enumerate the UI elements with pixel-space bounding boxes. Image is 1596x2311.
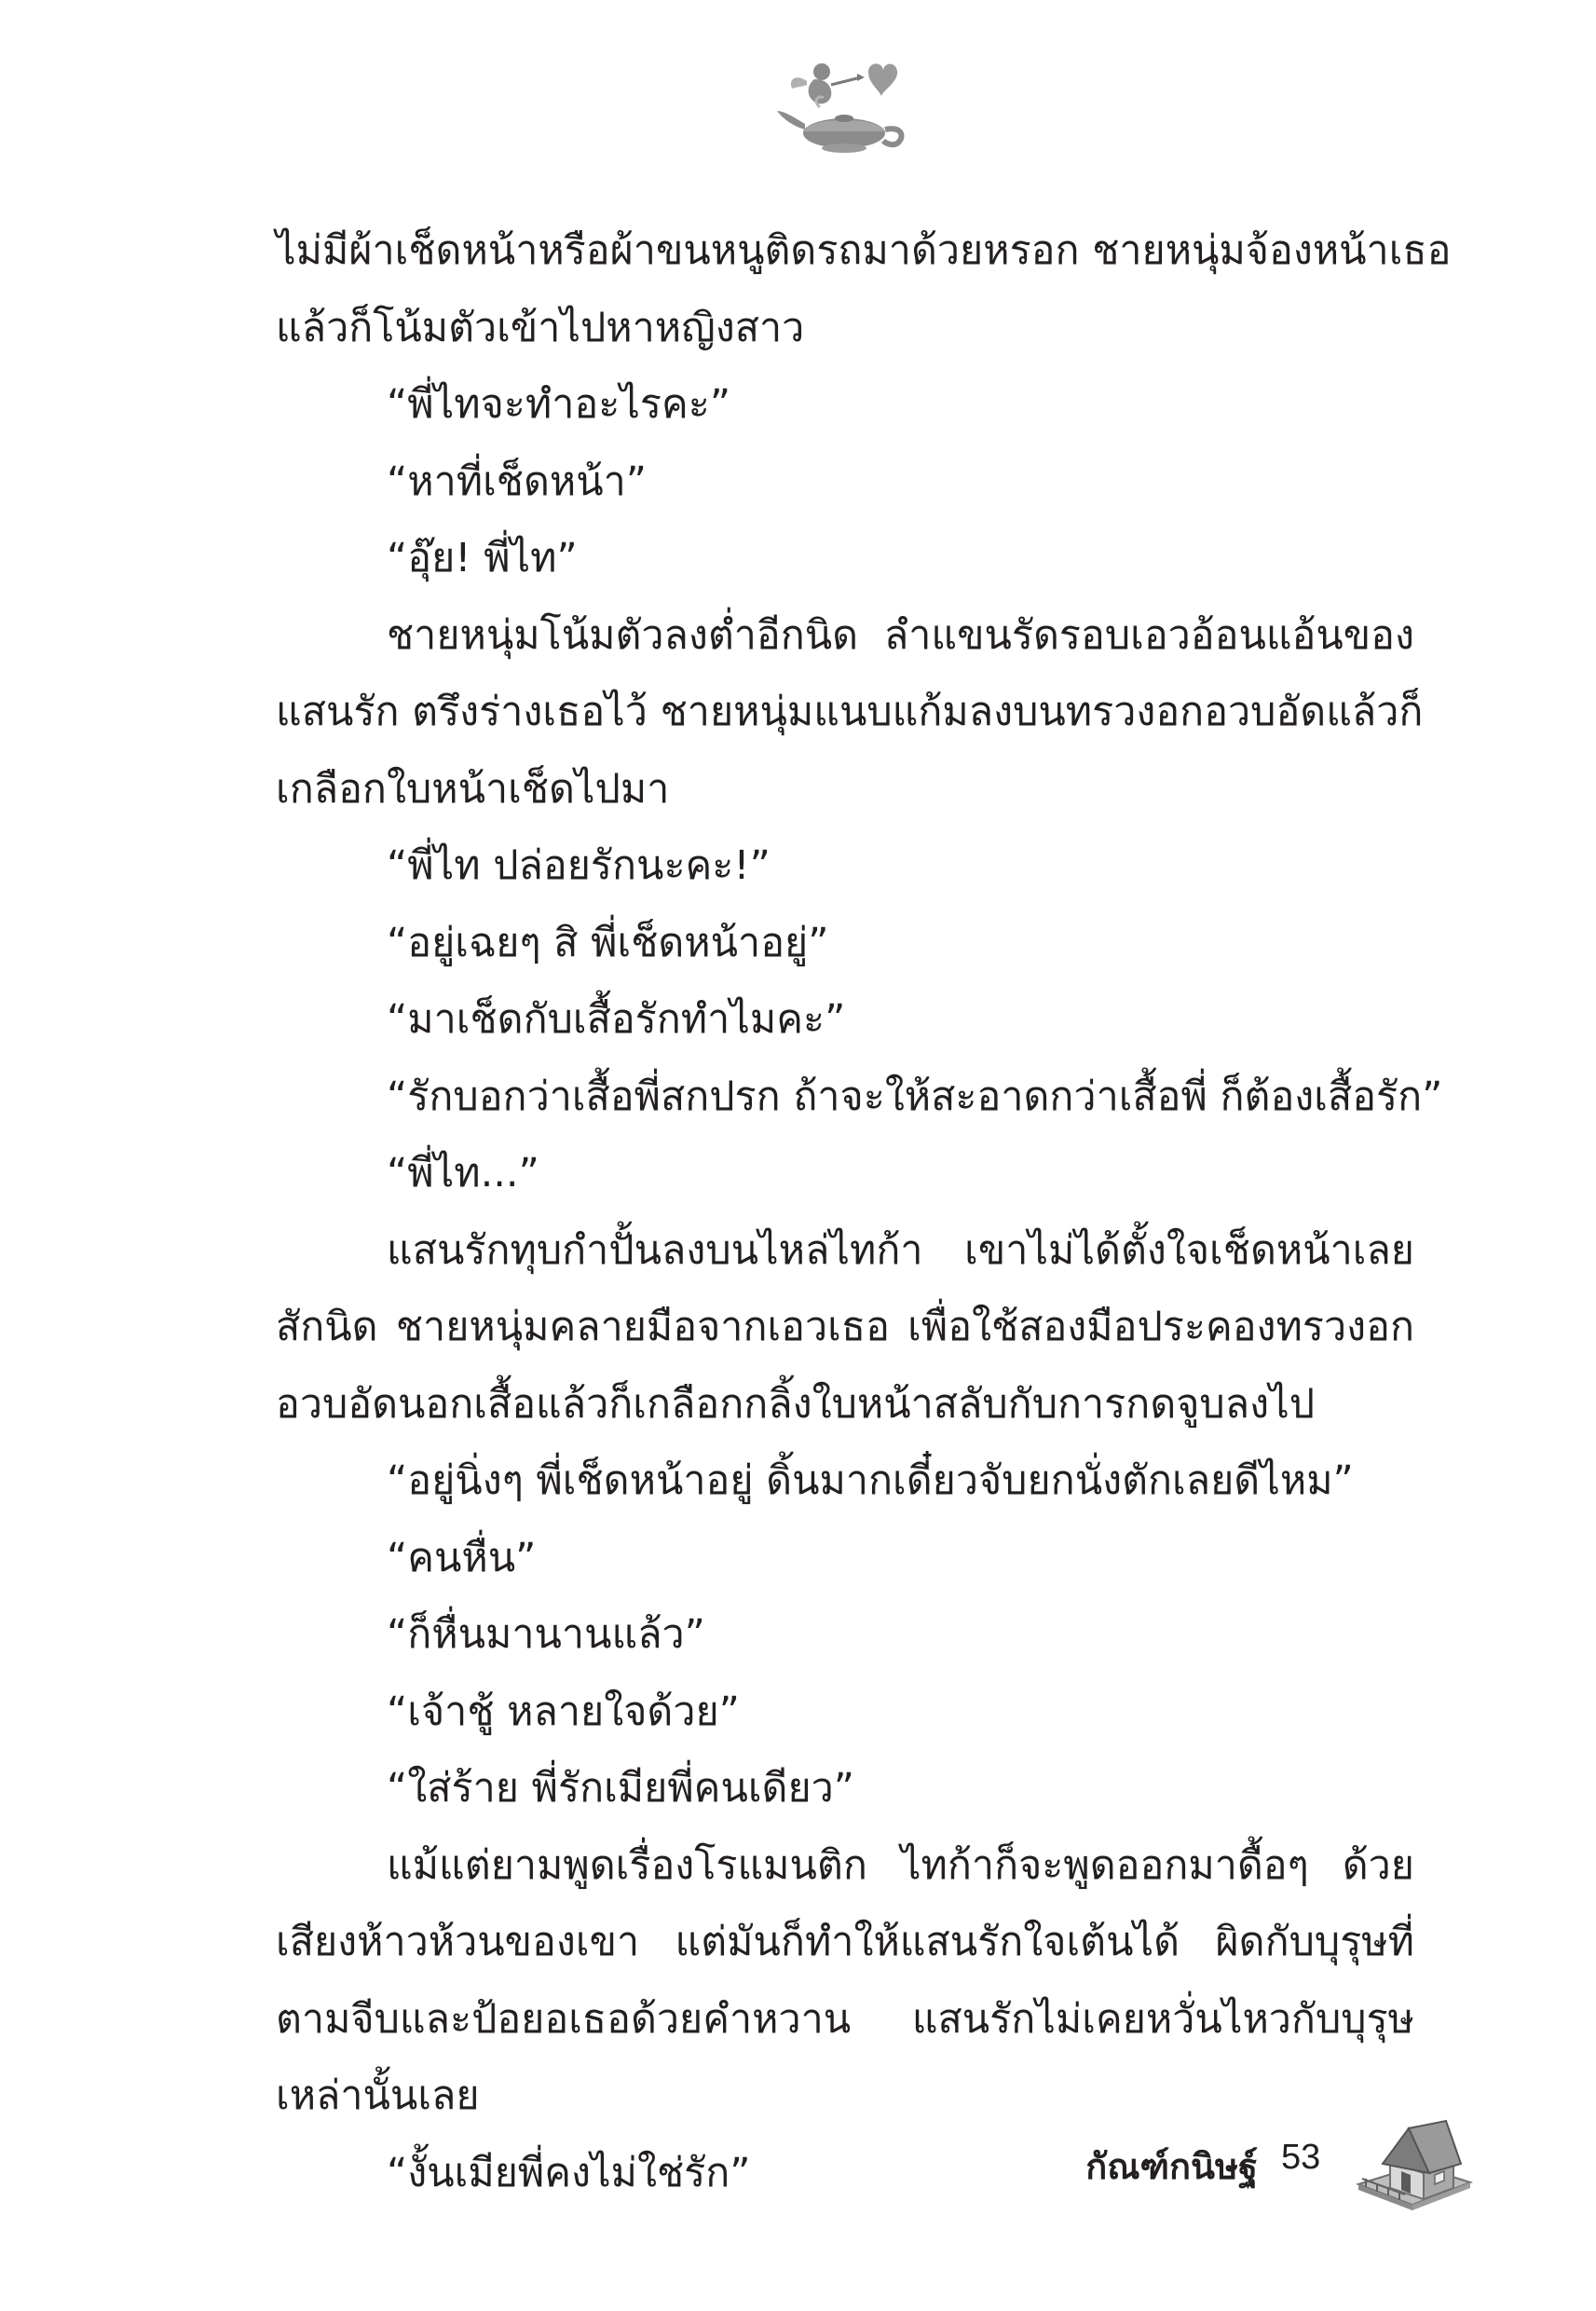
dialogue-line: “ก็หื่นมานานแล้ว” — [387, 1611, 705, 1658]
dialogue-line: “พี่ไทจะทำอะไรคะ” — [387, 381, 731, 428]
page-footer — [1071, 2115, 1509, 2218]
page-number: 53 — [1281, 2138, 1321, 2177]
dialogue-line: “พี่ไท...” — [387, 1150, 539, 1197]
text-line: เกลือกใบหน้าเช็ดไปมา — [276, 765, 670, 813]
dialogue-line: “มาเช็ดกับเสื้อรักทำไมคะ” — [387, 996, 846, 1043]
book-title: กัณฑ์กนิษฐ์ — [1085, 2146, 1258, 2187]
text-line: สักนิด ชายหนุ่มคลายมือจากเอวเธอ เพื่อใช้สองมือประคองทรวงอก — [276, 1304, 1414, 1350]
text-line: แสนรัก ตรึงร่างเธอไว้ ชายหนุ่มแนบแก้มลงบนทรวงอกอวบอัดแล้วก็ — [276, 689, 1424, 735]
text-line: แล้วก็โน้มตัวเข้าไปหาหญิงสาว — [276, 304, 805, 351]
text-line: แสนรักทุบกำปั้นลงบนไหล่ไทก้า เขาไม่ได้ตั้งใจเช็ดหน้าเลย — [387, 1226, 1414, 1274]
dialogue-line: “คนหื่น” — [387, 1534, 537, 1581]
dialogue-line: “อุ๊ย! พี่ไท” — [387, 535, 578, 581]
text-line: ตามจีบและป้อยอเธอด้วยคำหวาน แสนรักไม่เคยหวั่นไหวกับบุรุษ — [276, 1995, 1414, 2043]
dialogue-line: “อยู่เฉยๆ สิ พี่เช็ดหน้าอยู่” — [387, 919, 829, 966]
dialogue-line: “งั้นเมียพี่คงไม่ใช่รัก” — [387, 2149, 751, 2196]
dialogue-line: “อยู่นิ่งๆ พี่เช็ดหน้าอยู่ ดิ้นมากเดี๋ยวจับยกนั่งตักเลยดีไหม” — [387, 1457, 1354, 1504]
text-line: แม้แต่ยามพูดเรื่องโรแมนติก ไทก้าก็จะพูดออกมาดื้อๆ ด้วย — [387, 1841, 1414, 1889]
text-line: อวบอัดนอกเสื้อแล้วก็เกลือกกลิ้งใบหน้าสลับกับการกดจูบลงไป — [276, 1380, 1315, 1428]
teapot-cupid-ornament-icon — [764, 51, 913, 163]
text-line: เหล่านั้นเลย — [276, 2072, 480, 2119]
dialogue-line: “ใส่ร้าย พี่รักเมียพี่คนเดียว” — [387, 1765, 855, 1812]
house-icon — [1353, 2119, 1474, 2212]
text-line: ไม่มีผ้าเช็ดหน้าหรือผ้าขนหนูติดรถมาด้วยหรอก ชายหนุ่มจ้องหน้าเธอ — [276, 227, 1452, 274]
dialogue-line: “รักบอกว่าเสื้อพี่สกปรก ถ้าจะให้สะอาดกว่าเสื้อพี่ ก็ต้องเสื้อรัก” — [387, 1073, 1443, 1120]
dialogue-line: “พี่ไท ปล่อยรักนะคะ!” — [387, 842, 771, 889]
body-text — [276, 212, 1452, 2211]
text-line: เสียงห้าวห้วนของเขา แต่มันก็ทำให้แสนรักใจเต้นได้ ผิดกับบุรุษที่ — [276, 1919, 1414, 1965]
dialogue-line: “เจ้าชู้ หลายใจด้วย” — [387, 1688, 740, 1735]
dialogue-line: “หาที่เช็ดหน้า” — [387, 458, 648, 505]
text-line: ชายหนุ่มโน้มตัวลงต่ำอีกนิด ลำแขนรัดรอบเอวอ้อนแอ้นของ — [387, 611, 1414, 659]
